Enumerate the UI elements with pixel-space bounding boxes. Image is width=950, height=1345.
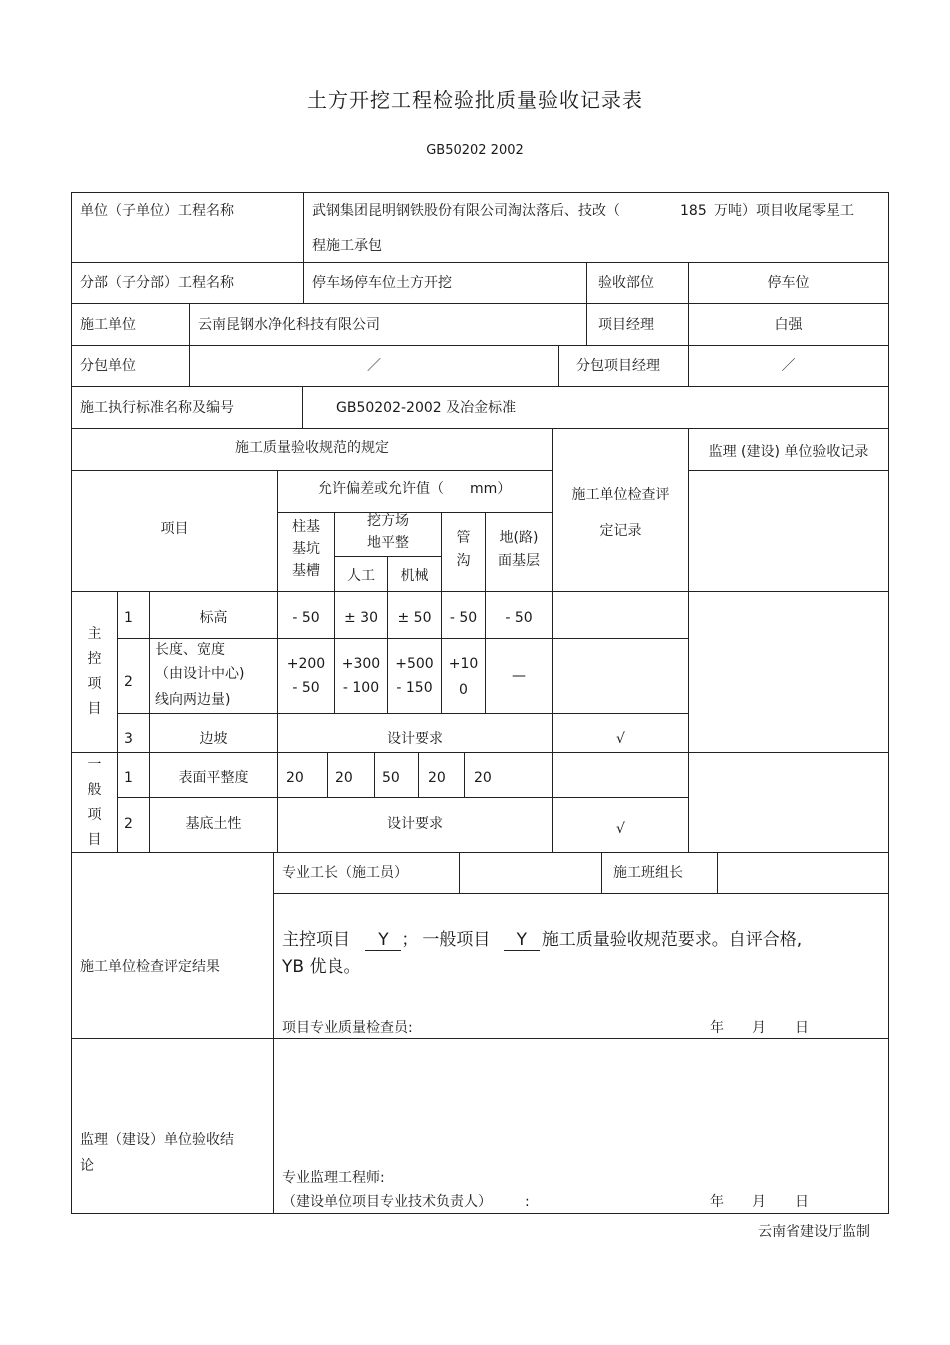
subcontractor-label: 分包单位 bbox=[80, 358, 136, 374]
main-group-char: 目 bbox=[87, 701, 102, 717]
value-cell: +10 bbox=[448, 656, 479, 672]
item-name: 表面平整度 bbox=[178, 770, 249, 786]
value-cell: 0 bbox=[459, 682, 468, 698]
value-cell: - 50 bbox=[505, 610, 533, 626]
row-number: 2 bbox=[124, 816, 133, 832]
team-leader-label: 施工班组长 bbox=[613, 865, 683, 881]
col-pipe-1: 管 bbox=[456, 530, 471, 546]
subproject-value: 停车场停车位土方开挖 bbox=[312, 275, 452, 291]
value-cell: ± 50 bbox=[397, 610, 432, 626]
general-group-char: 一 bbox=[87, 757, 102, 773]
item-name: 基底土性 bbox=[185, 816, 242, 832]
accept-part-label: 验收部位 bbox=[598, 275, 654, 291]
value-cell: 20 bbox=[286, 770, 304, 786]
spec-rules-label: 施工质量验收规范的规定 bbox=[235, 440, 389, 456]
general-group-char: 目 bbox=[87, 832, 102, 848]
document-title: 土方开挖工程检验批质量验收记录表 bbox=[307, 88, 643, 112]
col-machine: 机械 bbox=[400, 568, 429, 584]
inspector-label: 项目专业质量检查员: bbox=[282, 1020, 413, 1036]
sub-pm-label: 分包项目经理 bbox=[576, 358, 660, 374]
row-number: 1 bbox=[124, 770, 133, 786]
accept-part-value: 停车位 bbox=[767, 275, 810, 291]
date-year: 年 bbox=[710, 1194, 724, 1210]
standard-code: GB50202 2002 bbox=[426, 143, 524, 158]
main-items-mark: Y bbox=[365, 930, 401, 951]
check-record-label-2: 定记录 bbox=[599, 523, 642, 539]
item-name-line: （由设计中心) bbox=[155, 666, 245, 682]
value-cell: +500 bbox=[395, 656, 434, 672]
result-conclusion: 施工质量验收规范要求。自评合格, bbox=[541, 930, 803, 950]
date-day: 日 bbox=[795, 1020, 809, 1036]
project-manager-label: 项目经理 bbox=[598, 317, 654, 333]
project-name-value-line1: 武钢集团昆明钢铁股份有限公司淘汰落后、技改（ bbox=[312, 203, 620, 219]
value-cell: - 50 bbox=[449, 610, 478, 626]
result-grade: YB 优良。 bbox=[282, 957, 361, 977]
value-cell: 20 bbox=[428, 770, 446, 786]
value-cell: +300 bbox=[341, 656, 381, 672]
col-road-2: 面基层 bbox=[498, 553, 540, 569]
col-excav-1: 挖方场 bbox=[367, 513, 409, 529]
col-pile-1: 柱基 bbox=[292, 519, 320, 535]
supervision-engineer-label: 专业监理工程师: bbox=[282, 1170, 385, 1186]
item-name: 标高 bbox=[199, 610, 228, 626]
date-day: 日 bbox=[795, 1194, 809, 1210]
project-capacity: 185 bbox=[680, 203, 707, 219]
value-cell: - 150 bbox=[396, 680, 433, 696]
value-cell: 50 bbox=[382, 770, 400, 786]
value-cell: ± 30 bbox=[344, 610, 378, 626]
value-cell: 20 bbox=[335, 770, 353, 786]
value-cell: - 50 bbox=[292, 610, 320, 626]
owner-colon: : bbox=[525, 1194, 530, 1210]
row-number: 2 bbox=[124, 674, 133, 690]
check-record-label-1: 施工单位检查评 bbox=[571, 487, 670, 503]
result-statement bbox=[282, 930, 802, 951]
value-cell: 20 bbox=[474, 770, 492, 786]
item-name-line: 线向两边量) bbox=[155, 692, 231, 708]
general-items-mark: Y bbox=[504, 930, 540, 951]
value-cell: +200 bbox=[286, 656, 326, 672]
col-manual: 人工 bbox=[347, 568, 375, 584]
col-road-1: 地(路) bbox=[499, 530, 539, 546]
item-name-line: 长度、宽度 bbox=[155, 642, 225, 658]
contractor-value: 云南昆钢水净化科技有限公司 bbox=[198, 317, 380, 333]
check-mark: √ bbox=[616, 731, 625, 747]
date-year: 年 bbox=[710, 1020, 724, 1036]
date-month: 月 bbox=[752, 1020, 766, 1036]
col-pile-2: 基坑 bbox=[292, 541, 320, 557]
value-cell: — bbox=[512, 668, 526, 684]
date-month: 月 bbox=[752, 1194, 766, 1210]
main-items-prefix: 主控项目 bbox=[282, 930, 350, 950]
tolerance-unit: mm） bbox=[470, 481, 512, 497]
general-group-char: 项 bbox=[87, 807, 102, 823]
main-group-char: 主 bbox=[87, 626, 102, 642]
supervision-conclusion-label-1: 监理（建设）单位验收结 bbox=[80, 1132, 234, 1148]
contractor-result-label: 施工单位检查评定结果 bbox=[80, 959, 220, 975]
supervision-record-label: 监理 (建设) 单位验收记录 bbox=[708, 444, 869, 460]
project-name-label: 单位（子单位）工程名称 bbox=[80, 203, 234, 219]
project-manager-value: 白强 bbox=[774, 317, 803, 333]
separator: ； bbox=[401, 930, 419, 950]
main-group-char: 项 bbox=[87, 676, 102, 692]
value-cell: - 100 bbox=[342, 680, 380, 696]
exec-standard-value: GB50202-2002 及冶金标准 bbox=[336, 400, 517, 416]
project-name-value-line2: 程施工承包 bbox=[312, 238, 382, 254]
subproject-label: 分部（子分部）工程名称 bbox=[80, 275, 234, 291]
project-name-value-line1b: 万吨）项目收尾零星工 bbox=[714, 203, 854, 219]
item-header: 项目 bbox=[160, 521, 189, 537]
foreman-label: 专业工长（施工员） bbox=[282, 865, 408, 881]
item-name: 边坡 bbox=[199, 731, 228, 747]
general-group-char: 般 bbox=[87, 782, 102, 798]
owner-tech-lead-label: （建设单位项目专业技术负责人） bbox=[282, 1194, 492, 1210]
main-group-char: 控 bbox=[87, 651, 102, 667]
check-mark: √ bbox=[616, 821, 625, 837]
col-excav-2: 地平整 bbox=[367, 535, 409, 551]
contractor-label: 施工单位 bbox=[80, 317, 136, 333]
exec-standard-label: 施工执行标准名称及编号 bbox=[80, 400, 234, 416]
footer-issuer: 云南省建设厅监制 bbox=[758, 1224, 870, 1240]
value-cell: - 50 bbox=[292, 680, 320, 696]
col-pile-3: 基槽 bbox=[292, 563, 320, 579]
sub-pm-value: ／ bbox=[781, 358, 796, 374]
design-requirement: 设计要求 bbox=[387, 731, 443, 747]
general-items-prefix: 一般项目 bbox=[422, 930, 491, 950]
tolerance-label: 允许偏差或允许值（ bbox=[318, 481, 444, 497]
design-requirement: 设计要求 bbox=[387, 816, 443, 832]
col-pipe-2: 沟 bbox=[456, 553, 471, 569]
row-number: 1 bbox=[124, 610, 133, 626]
supervision-conclusion-label-2: 论 bbox=[80, 1158, 94, 1174]
row-number: 3 bbox=[124, 731, 133, 747]
subcontractor-value: ／ bbox=[367, 358, 381, 374]
